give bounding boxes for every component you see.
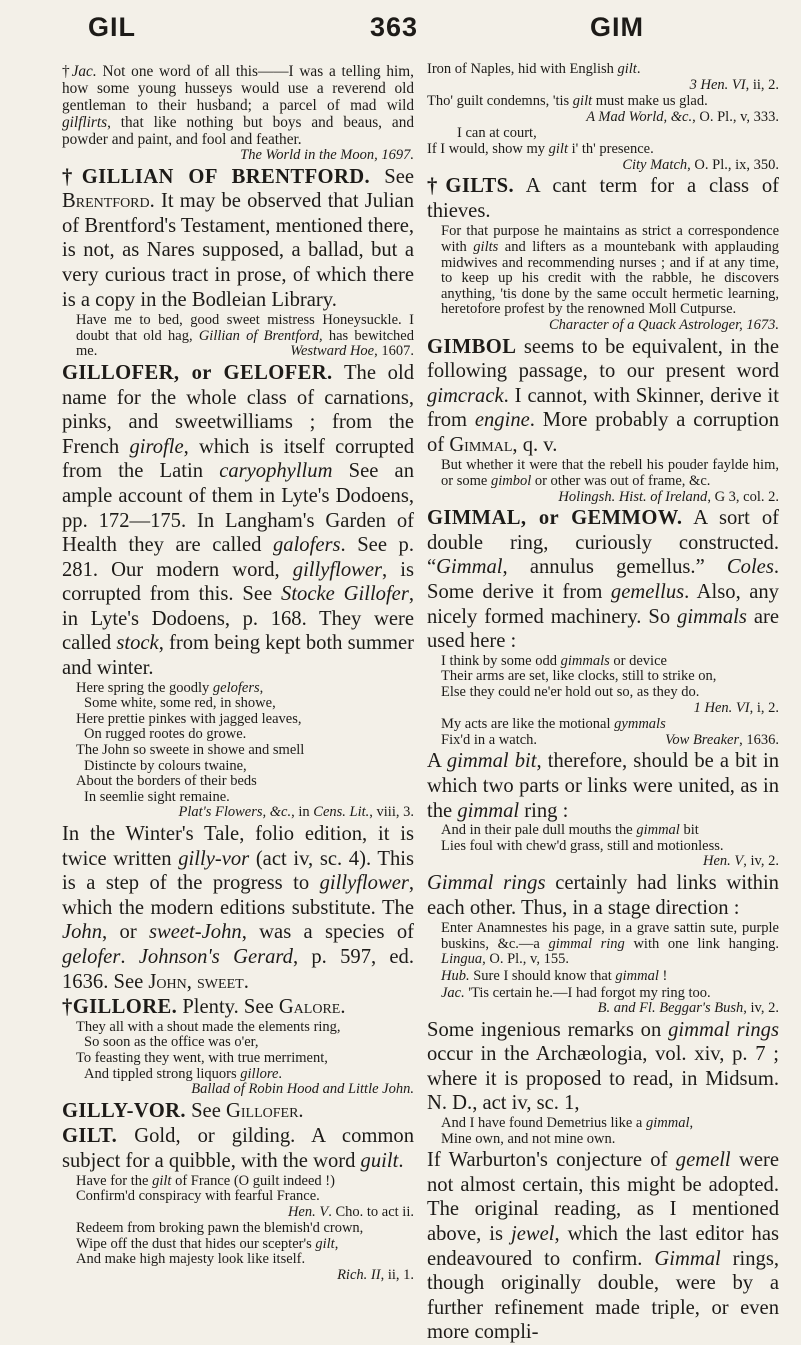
headword: †GILLIAN OF BRENTFORD. — [62, 165, 371, 188]
verse-quotation: Tho' guilt condemns, 'tis gilt must make us glad. — [427, 93, 708, 110]
citation: 3 Hen. VI, ii, 2. — [689, 76, 779, 93]
quotation: Jac. 'Tis certain he.—I had forgot my ring too. — [441, 984, 711, 1001]
headword: GILLOFER, or GELOFER. — [62, 361, 333, 384]
citation: City Match, O. Pl., ix, 350. — [622, 156, 779, 173]
headword: †GILLORE. — [62, 996, 178, 1019]
headword: GILT. — [62, 1125, 118, 1148]
header-right-guide-word: GIM — [590, 12, 644, 42]
left-column — [62, 62, 414, 1294]
continued-quotation: †Jac. Not one word of all this——I was a telling him, how some young husseys would use a reverend old gentleman to their husband; a parcel of mad wild gilflirts, that like nothing but boys and beaus, and powder and paint, and fool and feather. — [62, 63, 414, 148]
verse-quotation: And in their pale dull mouths the gimmal bit Lies foul with chew'd grass, still and motionless. — [441, 822, 724, 854]
verse-quotation: Have for the gilt of France (O guilt indeed !) Confirm'd conspiracy with fearful France. — [76, 1172, 335, 1205]
right-column — [427, 61, 780, 1344]
citation: Rich. II, ii, 1. — [337, 1267, 414, 1284]
quotation: For that purpose he maintains as strict a correspondence with gilts and lifters as a mountebank with applauding midwives and recommending nurses ; and if at any time, to keep up his credit with the rabble, he discovers anything, 'tis done by the same occult hermetic learning, heretofore profest by the renowned Moll Cutpurse. — [441, 223, 779, 318]
quotation: Have me to bed, good sweet mistress Honeysuckle. I doubt that old hag, Gillian of Brentford, has bewitched me. Westward Hoe, 1607. — [76, 312, 414, 360]
entry-gimmal-bit: A gimmal bit, therefore, should be a bit in which two parts or links were united, as in the gimmal ring : — [427, 750, 779, 822]
running-header — [0, 12, 801, 52]
entry-gilts: †GILTS. A cant term for a class of thieves. — [427, 175, 780, 222]
citation: A Mad World, &c., O. Pl., v, 333. — [586, 108, 779, 125]
stage-direction-quotation: Enter Anamnestes his page, in a grave sattin sute, purple buskins, &c.—a gimmal ring with one link hanging. Lingua, O. Pl., v, 155. — [441, 920, 779, 968]
entry-gimmal-rings: Gimmal rings certainly had links within each other. Thus, in a stage direction : — [427, 871, 779, 919]
headword: †GILTS. — [427, 175, 515, 198]
page-number: 363 — [370, 12, 419, 42]
entry-gillofer: GILLOFER, or GELOFER. The old name for the whole class of carnations, pinks, and sweetwilliams ; from the French girofle, which is itself corrupted from the Latin caryophyllum See an ample account of them in Lyte's Dodoens, pp. 172—175. In Langham's Garden of Health they are called galofers. See p. 281. Our modern word, gillyflower, is corrupted from this. See Stocke Gillofer, in Lyte's Dodoens, p. 168. They were called stock, from being kept both summer and winter. — [62, 361, 415, 680]
verse-quotation: My acts are like the motional gymmals Fix'd in a watch. Vow Breaker, 1636. — [441, 716, 779, 748]
citation: The World in the Moon, 1697. — [240, 147, 414, 163]
headword: GIMMAL, or GEMMOW. — [427, 507, 683, 530]
headword: GIMBOL — [427, 335, 517, 358]
quotation: But whether it were that the rebell his pouder faylde him, or some gimbol or other was out of frame, &c. — [441, 457, 779, 490]
entry-gilt: GILT. Gold, or gilding. A common subject for a quibble, with the word guilt. — [62, 1125, 414, 1172]
entry-gillian-of-brentford: †GILLIAN OF BRENTFORD. See Brentford. It may be observed that Julian of Brentford's Testament, mentioned there, is not, as Nares supposed, a ballad, but a very curious tract in prose, of which there is a copy in the Bodleian Library. — [62, 165, 414, 311]
verse-quotation: They all with a shout made the elements ring, So soon as the office was o'er, To feasting they went, with true merriment, And tippled strong liquors gillore. — [76, 1018, 341, 1082]
citation: Holingsh. Hist. of Ireland, G 3, col. 2. — [558, 488, 779, 505]
citation: Hen. V. Cho. to act ii. — [287, 1203, 414, 1220]
quotation: Hub. Sure I should know that gimmal ! — [441, 967, 668, 984]
header-left-guide-word: GIL — [88, 12, 136, 42]
verse-quotation: Here spring the goodly gelofers, Some white, some red, in showe, Here prettie pinkes with jagged leaves, On rugged rootes do growe. The John so sweete in showe and smell Distincte by colours twaine, About the borders of their beds In seemlie sight remaine. — [76, 679, 305, 805]
verse-quotation: Redeem from broking pawn the blemish'd crown, Wipe off the dust that hides our scepter's gilt, And make high majesty look like itself. — [76, 1220, 364, 1268]
citation: Ballad of Robin Hood and Little John. — [191, 1081, 414, 1098]
citation: B. and Fl. Beggar's Bush, iv, 2. — [597, 1000, 779, 1017]
entry-gilly-vor: GILLY-VOR. See Gillofer. — [62, 1099, 304, 1122]
citation: 1 Hen. VI, i, 2. — [693, 699, 779, 716]
citation: Hen. V, iv, 2. — [703, 853, 779, 870]
entry-gillofer-continued: In the Winter's Tale, folio edition, it is twice written gilly-vor (act iv, sc. 4). This is a step of the progress to gillyflower, which the modern editions substitute. The John, or sweet-John, was a species of gelofer. Johnson's Gerard, p. 597, ed. 1636. See John, sweet. — [62, 823, 414, 993]
verse-quotation: I can at court, If I would, show my gilt i' th' presence. — [427, 125, 654, 157]
citation: Character of a Quack Astrologer, 1673. — [549, 316, 779, 333]
entry-gimbol: GIMBOL seems to be equivalent, in the following passage, to our present word gimcrack. I cannot, with Skinner, derive it from engine. More probably a corruption of Gimmal, q. v. — [427, 335, 779, 456]
headword: GILLY-VOR. — [62, 1099, 186, 1122]
entry-gillore: †GILLORE. Plenty. See Galore. — [62, 996, 346, 1019]
citation: Plat's Flowers, &c., in Cens. Lit., viii, 3. — [178, 804, 414, 821]
entry-gimmal-conclusion: If Warburton's conjecture of gemell were not almost certain, this might be adopted. The original reading, as I mentioned above, is jewel, which the last editor has endeavoured to confirm. Gimmal rings, though originally double, were by a further refinement made triple, or even more compli- — [427, 1149, 779, 1344]
verse-quotation: And I have found Demetrius like a gimmal, Mine own, and not mine own. — [441, 1115, 694, 1147]
entry-gimmal-remarks: Some ingenious remarks on gimmal rings occur in the Archæologia, vol. xiv, p. 7 ; where it is proposed to read, in Midsum. N. D., act iv, sc. 1, — [427, 1018, 779, 1115]
verse-quotation: Iron of Naples, hid with English gilt. — [427, 61, 641, 77]
entry-gimmal: GIMMAL, or GEMMOW. A sort of double ring, curiously constructed. “Gimmal, annulus gemellus.” Coles. Some derive it from gemellus. Also, any nicely formed machinery. So gimmals are used here : — [427, 507, 779, 653]
verse-quotation: I think by some odd gimmals or device Their arms are set, like clocks, still to strike on, Else they could ne'er hold out so, as they do. — [441, 652, 717, 700]
